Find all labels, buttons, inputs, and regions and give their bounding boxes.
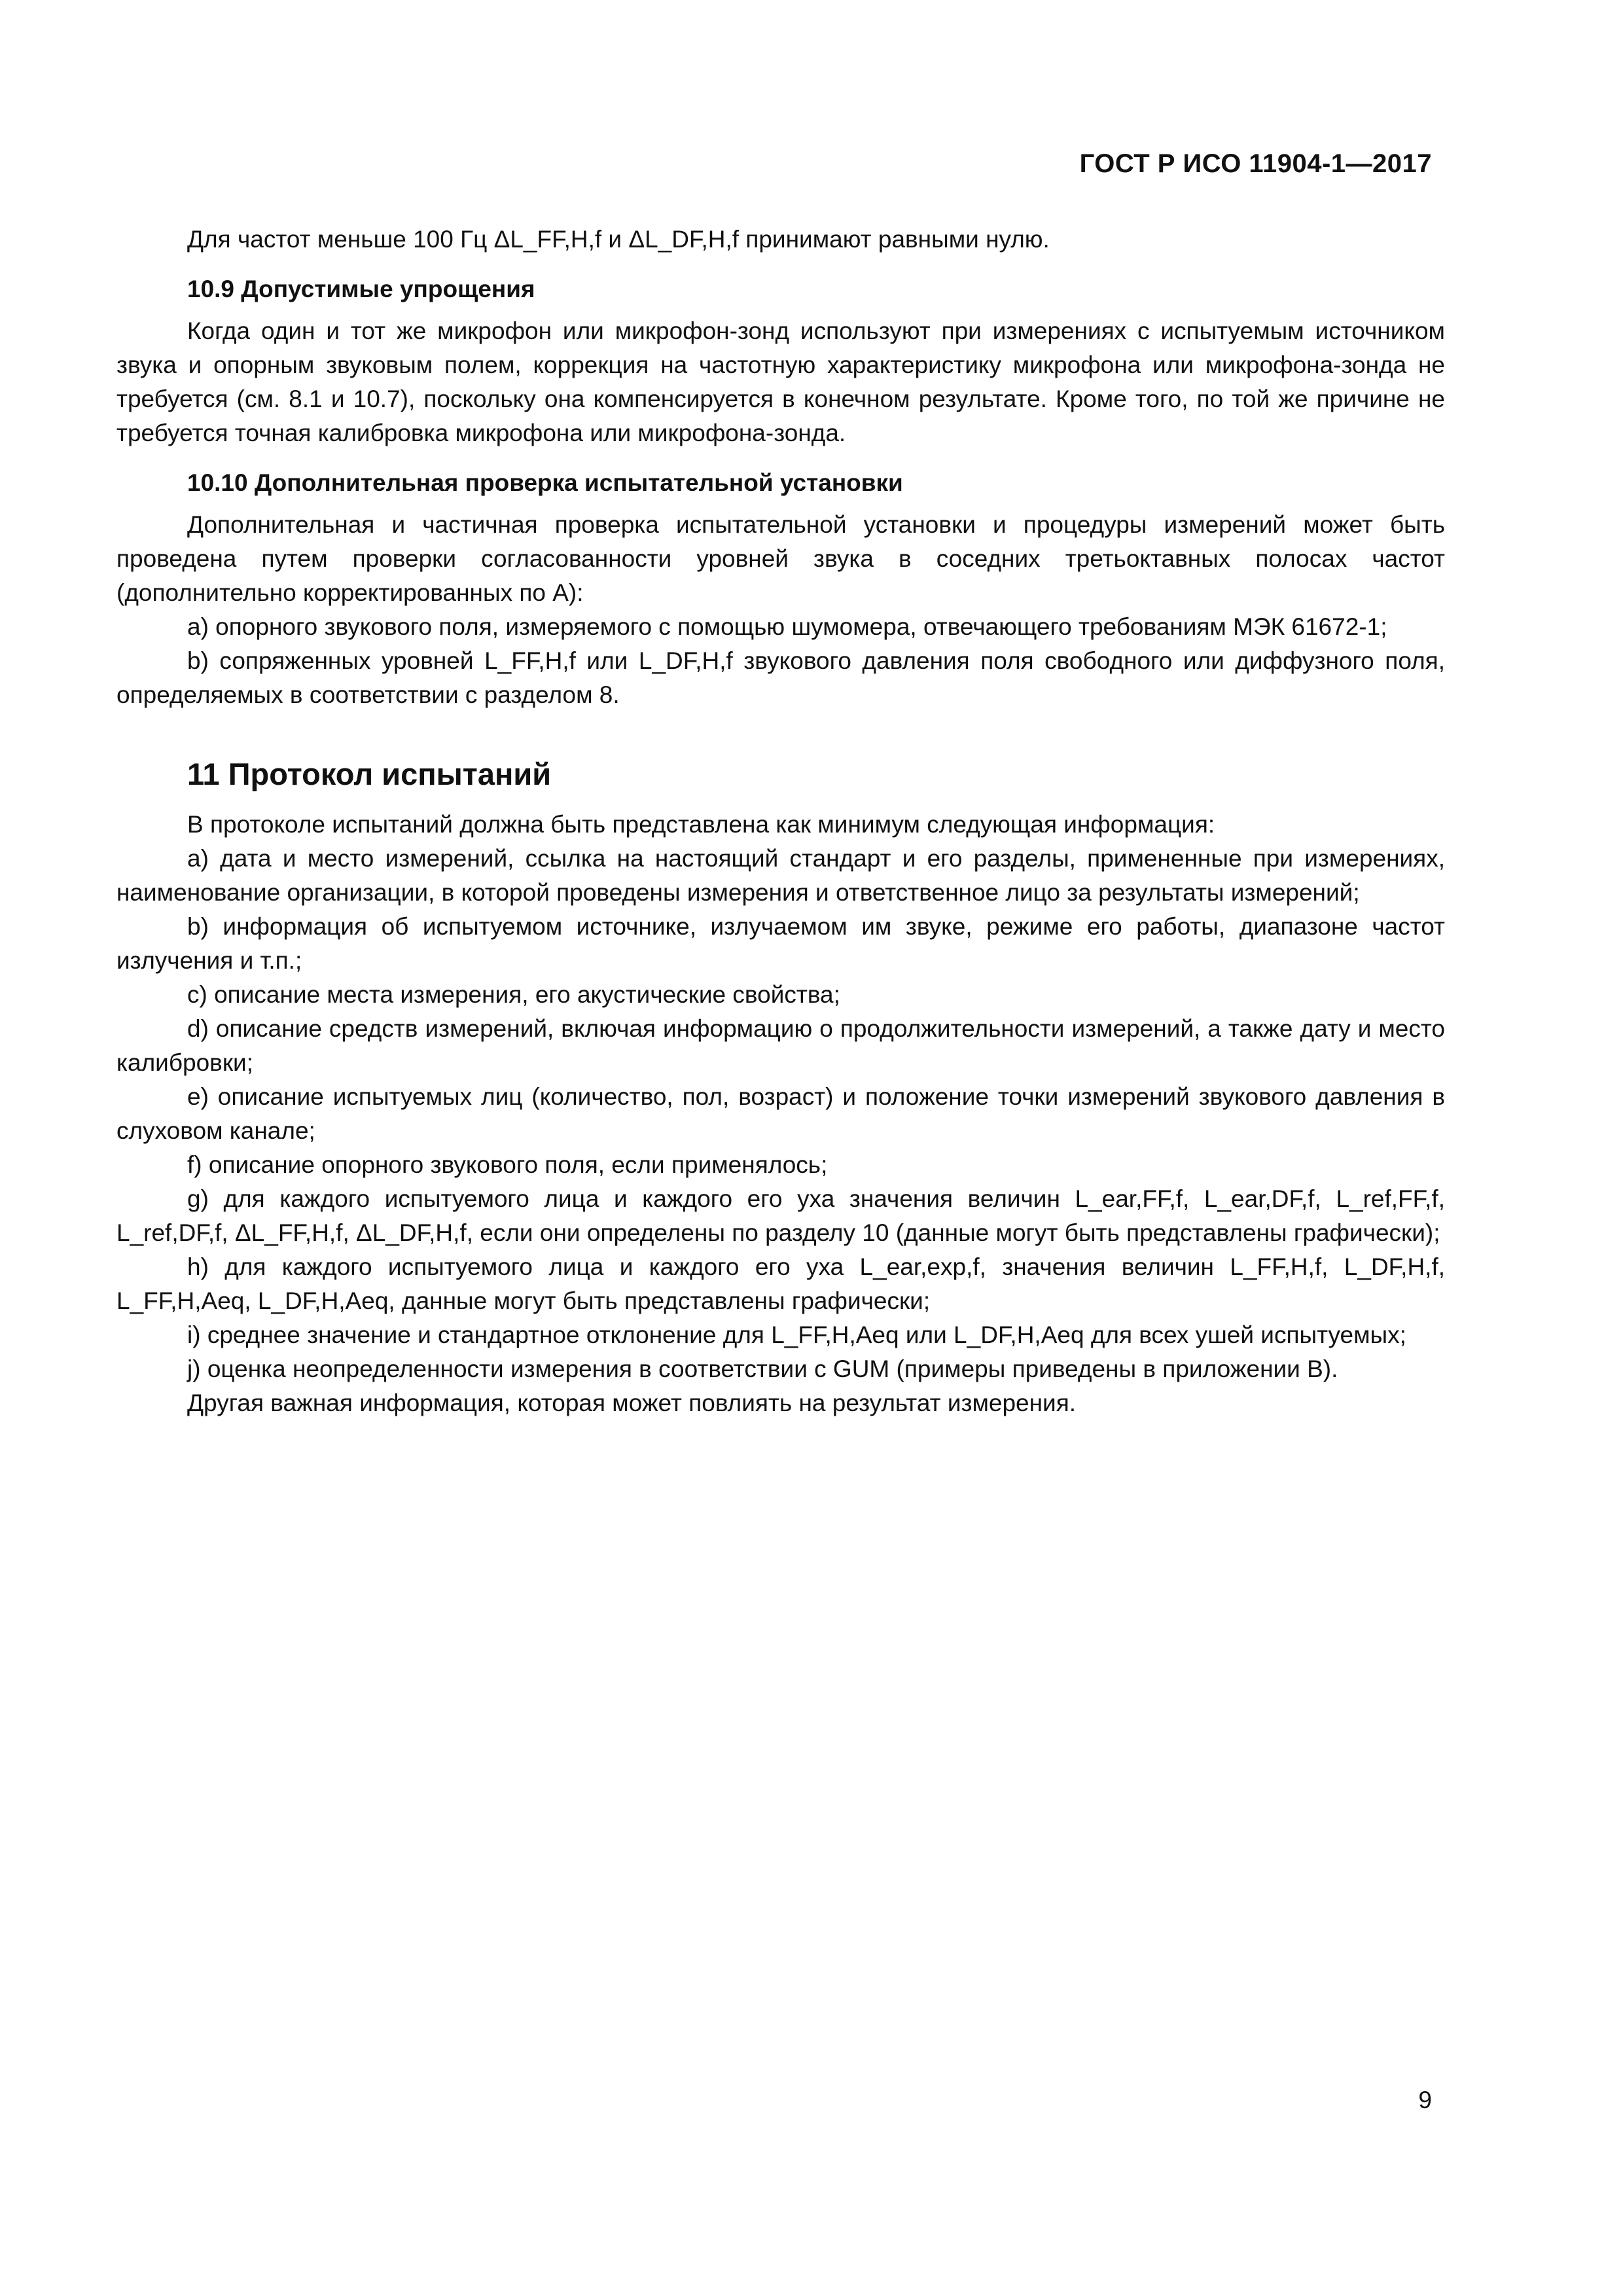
section-10-10-item-b: b) сопряженных уровней L_FF,H,f или L_DF,H,f звукового давления поля свободного или диффузного поля, определяемых в соответствии с разделом 8. [116, 647, 1445, 708]
section-11-item-f: f) описание опорного звукового поля, если применялось; [187, 1151, 828, 1178]
section-11-closing: Другая важная информация, которая может повлиять на результат измерения. [187, 1390, 1077, 1416]
standard-code-header: ГОСТ Р ИСО 11904-1—2017 [1079, 149, 1432, 178]
intro-paragraph: Для частот меньше 100 Гц ΔL_FF,H,f и ΔL_DF,H,f принимают равными нулю. [187, 226, 1050, 253]
section-11-item-i: i) среднее значение и стандартное отклонение для L_FF,H,Aeq или L_DF,H,Aeq для всех ушей испытуемых; [187, 1321, 1406, 1348]
section-10-10-item-a: а) опорного звукового поля, измеряемого с помощью шумомера, отвечающего требованиям МЭК 61672-1; [187, 613, 1387, 640]
section-11-item-e: e) описание испытуемых лиц (количество, пол, возраст) и положение точки измерений звукового давления в слуховом канале; [116, 1083, 1445, 1144]
section-11-item-c: c) описание места измерения, его акустические свойства; [187, 981, 840, 1008]
section-10-10-paragraph: Дополнительная и частичная проверка испытательной установки и процедуры измерений может быть проведена путем проверки согласованности уровней звука в соседних третьоктавных полосах частот (дополнительно корректированных по A): [116, 511, 1445, 606]
section-10-9-heading: 10.9 Допустимые упрощения [187, 276, 535, 302]
section-10-9-paragraph: Когда один и тот же микрофон или микрофон-зонд используют при измерениях с испытуемым источником звука и опорным звуковым полем, коррекция на частотную характеристику микрофона или микрофона-зонда не требуется (см. 8.1 и 10.7), поскольку она компенсируется в конечном результате. Кроме того, по той же причине не требуется точная калибровка микрофона или микрофона-зонда. [116, 317, 1445, 446]
section-11-heading: 11 Протокол испытаний [187, 757, 552, 791]
section-11-item-j: j) оценка неопределенности измерения в соответствии с GUM (примеры приведены в приложении B). [187, 1355, 1338, 1382]
section-11-item-b: b) информация об испытуемом источнике, излучаемом им звуке, режиме его работы, диапазоне частот излучения и т.п.; [116, 913, 1445, 974]
section-10-10-heading: 10.10 Дополнительная проверка испытательной установки [187, 469, 903, 496]
document-body [116, 223, 1445, 1420]
section-11-item-d: d) описание средств измерений, включая информацию о продолжительности измерений, а также дату и место калибровки; [116, 1015, 1445, 1076]
section-11-item-a: a) дата и место измерений, ссылка на настоящий стандарт и его разделы, примененные при измерениях, наименование организации, в которой проведены измерения и ответственное лицо за результаты измерений; [116, 845, 1445, 906]
section-11-lead: В протоколе испытаний должна быть представлена как минимум следующая информация: [187, 811, 1215, 838]
section-11-item-g: g) для каждого испытуемого лица и каждого его уха значения величин L_ear,FF,f, L_ear,DF,f, L_ref,FF,f, L_ref,DF,f, ΔL_FF,H,f, ΔL_DF,H,f, если они определены по разделу 10 (данные могут быть представлены графически); [116, 1185, 1445, 1246]
section-11-item-h: h) для каждого испытуемого лица и каждого его уха L_ear,exp,f, значения величин L_FF,H,f, L_DF,H,f, L_FF,H,Aeq, L_DF,H,Aeq, данные могут быть представлены графически; [116, 1253, 1445, 1314]
page-number: 9 [1418, 2087, 1432, 2113]
